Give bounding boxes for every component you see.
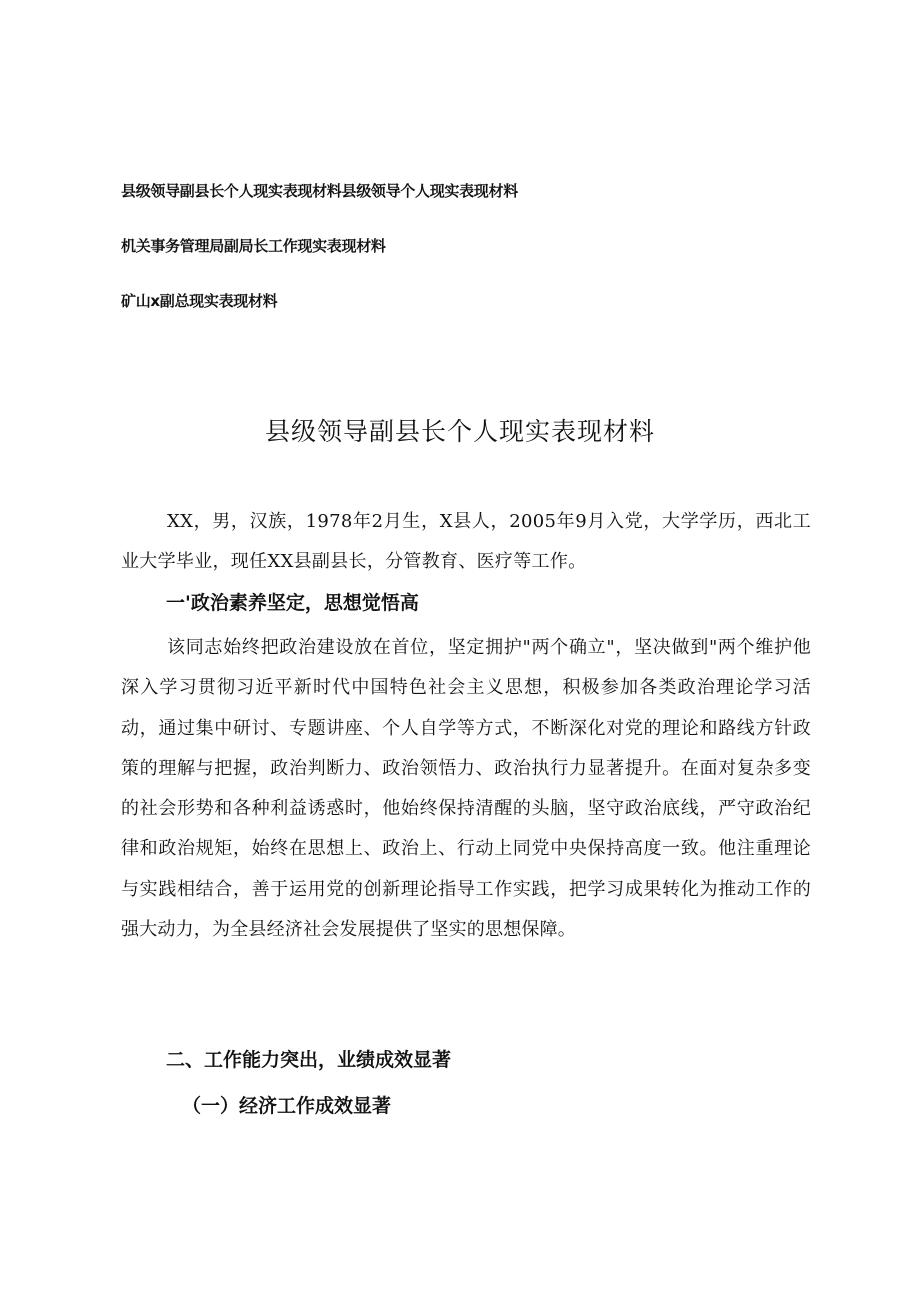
section-1-heading: 一'政治素养坚定，思想觉悟高: [166, 592, 419, 614]
table-of-contents: [121, 180, 821, 345]
section-2-subheading: （一）经济工作成效显著: [182, 1095, 392, 1117]
document-title: 县级领导副县长个人现实表现材料: [264, 417, 655, 446]
toc-item: 县级领导副县长个人现实表现材料县级领导个人现实表现材料: [121, 182, 518, 200]
section-1-paragraph: 该同志始终把政治建设放在首位，坚定拥护"两个确立"，坚决做到"两个维护他深入学习贯彻习近平新时代中国特色社会主义思想，积极参加各类政治理论学习活动，通过集中研讨、专题讲座、个人自学等方式，不断深化对党的理论和路线方针政策的理解与把握，政治判断力、政治领悟力、政治执行力显著提升。在面对复杂多变的社会形势和各种利益诱惑时，他始终保持清醒的头脑，坚守政治底线，严守政治纪律和政治规矩，始终在思想上、政治上、行动上同党中央保持高度一致。他注重理论与实践相结合，善于运用党的创新理论指导工作实践，把学习成果转化为推动工作的强大动力，为全县经济社会发展提供了坚实的思想保障。: [121, 637, 811, 941]
toc-item: 机关事务管理局副局长工作现实表现材料: [121, 237, 386, 255]
toc-item: 矿山x副总现实表现材料: [121, 292, 278, 310]
section-2-heading: 二、工作能力突出，业绩成效显著: [166, 1049, 452, 1071]
intro-paragraph: XX，男，汉族，1978年2月生，X县人，2005年9月入党，大学学历，西北工业大学毕业，现任XX县副县长，分管教育、医疗等工作。: [121, 511, 811, 572]
